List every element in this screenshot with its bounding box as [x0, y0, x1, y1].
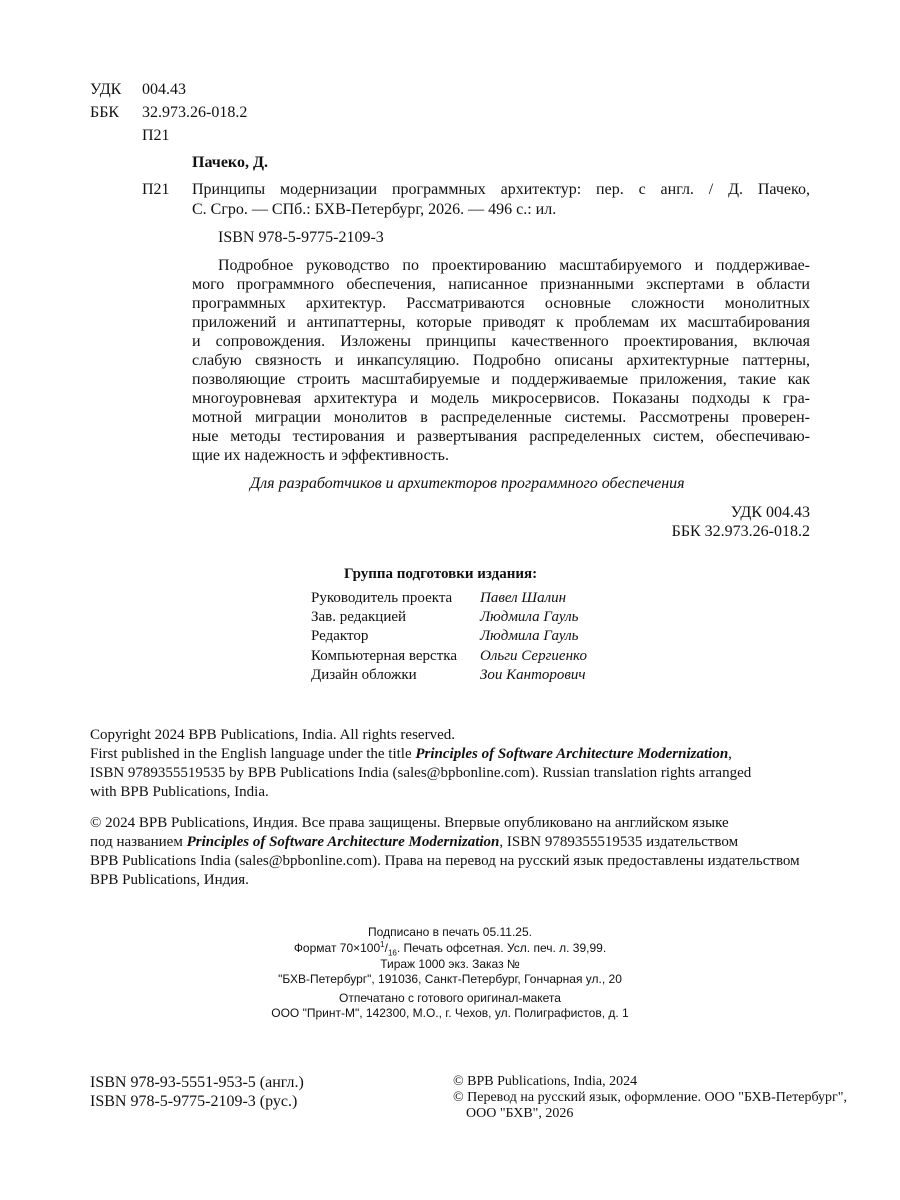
abstract-line: мотной миграции монолитов в распределенные системы. Рассмотрены проверен-: [192, 409, 810, 426]
author-name: Пачеко, Д.: [192, 154, 268, 171]
team-member: Зои Канторович: [480, 667, 586, 683]
team-title: Группа подготовки издания:: [344, 566, 538, 582]
team-member: Людмила Гауль: [480, 628, 579, 644]
entry-isbn: ISBN 978-5-9775-2109-3: [218, 229, 384, 246]
isbn-russian: ISBN 978-5-9775-2109-3 (рус.): [90, 1093, 298, 1110]
bbk-label: ББК: [90, 104, 120, 121]
format-numerator: 1: [380, 940, 385, 949]
abstract-line: многоуровневая архитектура и модель микросервисов. Показаны подходы к гра-: [192, 390, 810, 407]
copyright-line: ISBN 9789355519535 by BPB Publications India (sales@bpbonline.com). Russian translation rights arranged: [90, 765, 752, 781]
team-member: Ольги Сергиенко: [480, 648, 587, 664]
team-role: Компьютерная верстка: [311, 648, 457, 664]
abstract-line: слабую связность и инкапсуляцию. Подробно описаны архитектурные паттерны,: [192, 352, 810, 369]
team-role: Дизайн обложки: [311, 667, 417, 683]
imprint-print-run: Тираж 1000 экз. Заказ №: [380, 957, 520, 971]
copyright-line: [90, 833, 738, 851]
copyright-line: [90, 745, 732, 763]
udk-value: 004.43: [142, 81, 186, 98]
original-title: Principles of Software Architecture Modernization: [186, 834, 500, 850]
footer-copyright: © BPB Publications, India, 2024: [453, 1074, 638, 1089]
imprint-printed-from: Отпечатано с готового оригинал-макета: [339, 991, 561, 1005]
bbk-code: ББК 32.973.26-018.2: [671, 523, 810, 540]
imprint-format: Формат $70\times 100^1/_{16}$. Печать офсетная. Усл. печ. л. 39,99.: [293, 940, 607, 958]
format-denominator: 16: [387, 948, 397, 958]
imprint-printer: ООО "Принт-М", 142300, М.О., г. Чехов, ул. Полиграфистов, д. 1: [271, 1006, 629, 1020]
copyright-line: with BPB Publications, India.: [90, 784, 269, 800]
abstract-line: Подробное руководство по проектированию масштабируемого и поддерживае-: [218, 257, 810, 274]
entry-title-line: Принципы модернизации программных архитектур: пер. с англ. / Д. Пачеко,: [192, 181, 810, 198]
footer-copyright: ООО "БХВ", 2026: [466, 1106, 574, 1121]
bbk-value: 32.973.26-018.2: [142, 104, 248, 121]
footer-copyright: © Перевод на русский язык, оформление. ООО "БХВ-Петербург",: [453, 1090, 847, 1105]
team-member: Павел Шалин: [480, 590, 567, 606]
abstract-line: ные методы тестирования и развертывания распределенных систем, обеспечиваю-: [192, 428, 810, 445]
copyright-line: BPB Publications, Индия.: [90, 872, 249, 888]
team-role: Редактор: [311, 628, 369, 644]
copyright-line: Copyright 2024 BPB Publications, India. All rights reserved.: [90, 727, 455, 743]
isbn-english: ISBN 978-93-5551-953-5 (англ.): [90, 1074, 304, 1091]
original-title: Principles of Software Architecture Modernization: [415, 746, 729, 762]
abstract-line: мого программного обеспечения, написанное признанными экспертами в области: [192, 276, 810, 293]
imprint-publisher: "БХВ-Петербург", 191036, Санкт-Петербург, Гончарная ул., 20: [278, 972, 622, 986]
abstract-line: приложений и антипаттерны, которые приводят к проблемам их масштабирования: [192, 314, 810, 331]
entry-author-mark: П21: [142, 181, 170, 198]
imprint-text: Формат 70×100: [293, 941, 381, 955]
imprint-signed: Подписано в печать 05.11.25.: [368, 925, 532, 939]
copyright-text: First published in the English language under the title: [90, 746, 416, 762]
abstract-line: щие их надежность и эффективность.: [192, 447, 449, 464]
udk-label: УДК: [90, 81, 122, 98]
copyright-line: © 2024 BPB Publications, Индия. Все права защищены. Впервые опубликовано на английском языке: [90, 815, 729, 831]
copyright-text: под названием: [90, 834, 187, 850]
audience-note: Для разработчиков и архитекторов программного обеспечения: [250, 475, 685, 492]
abstract-line: и сопровождения. Изложены принципы качественного проектирования, включая: [192, 333, 810, 350]
team-member: Людмила Гауль: [480, 609, 579, 625]
abstract-line: программных архитектур. Рассматриваются основные сложности монолитных: [192, 295, 810, 312]
copyright-text: ,: [728, 746, 732, 762]
imprint-text: . Печать офсетная. Усл. печ. л. 39,99.: [396, 941, 607, 955]
team-role: Зав. редакцией: [311, 609, 407, 625]
copyright-line: BPB Publications India (sales@bpbonline.com). Права на перевод на русский язык предоставлены издательством: [90, 853, 800, 869]
author-mark: П21: [142, 127, 170, 144]
copyright-text: , ISBN 9789355519535 издательством: [499, 834, 739, 850]
abstract-line: позволяющие строить масштабируемые и поддерживаемые приложения, такие как: [192, 371, 810, 388]
udk-code: УДК 004.43: [730, 504, 810, 521]
team-role: Руководитель проекта: [311, 590, 453, 606]
entry-title-line: С. Сгро. — СПб.: БХВ-Петербург, 2026. — 496 с.: ил.: [192, 201, 557, 218]
